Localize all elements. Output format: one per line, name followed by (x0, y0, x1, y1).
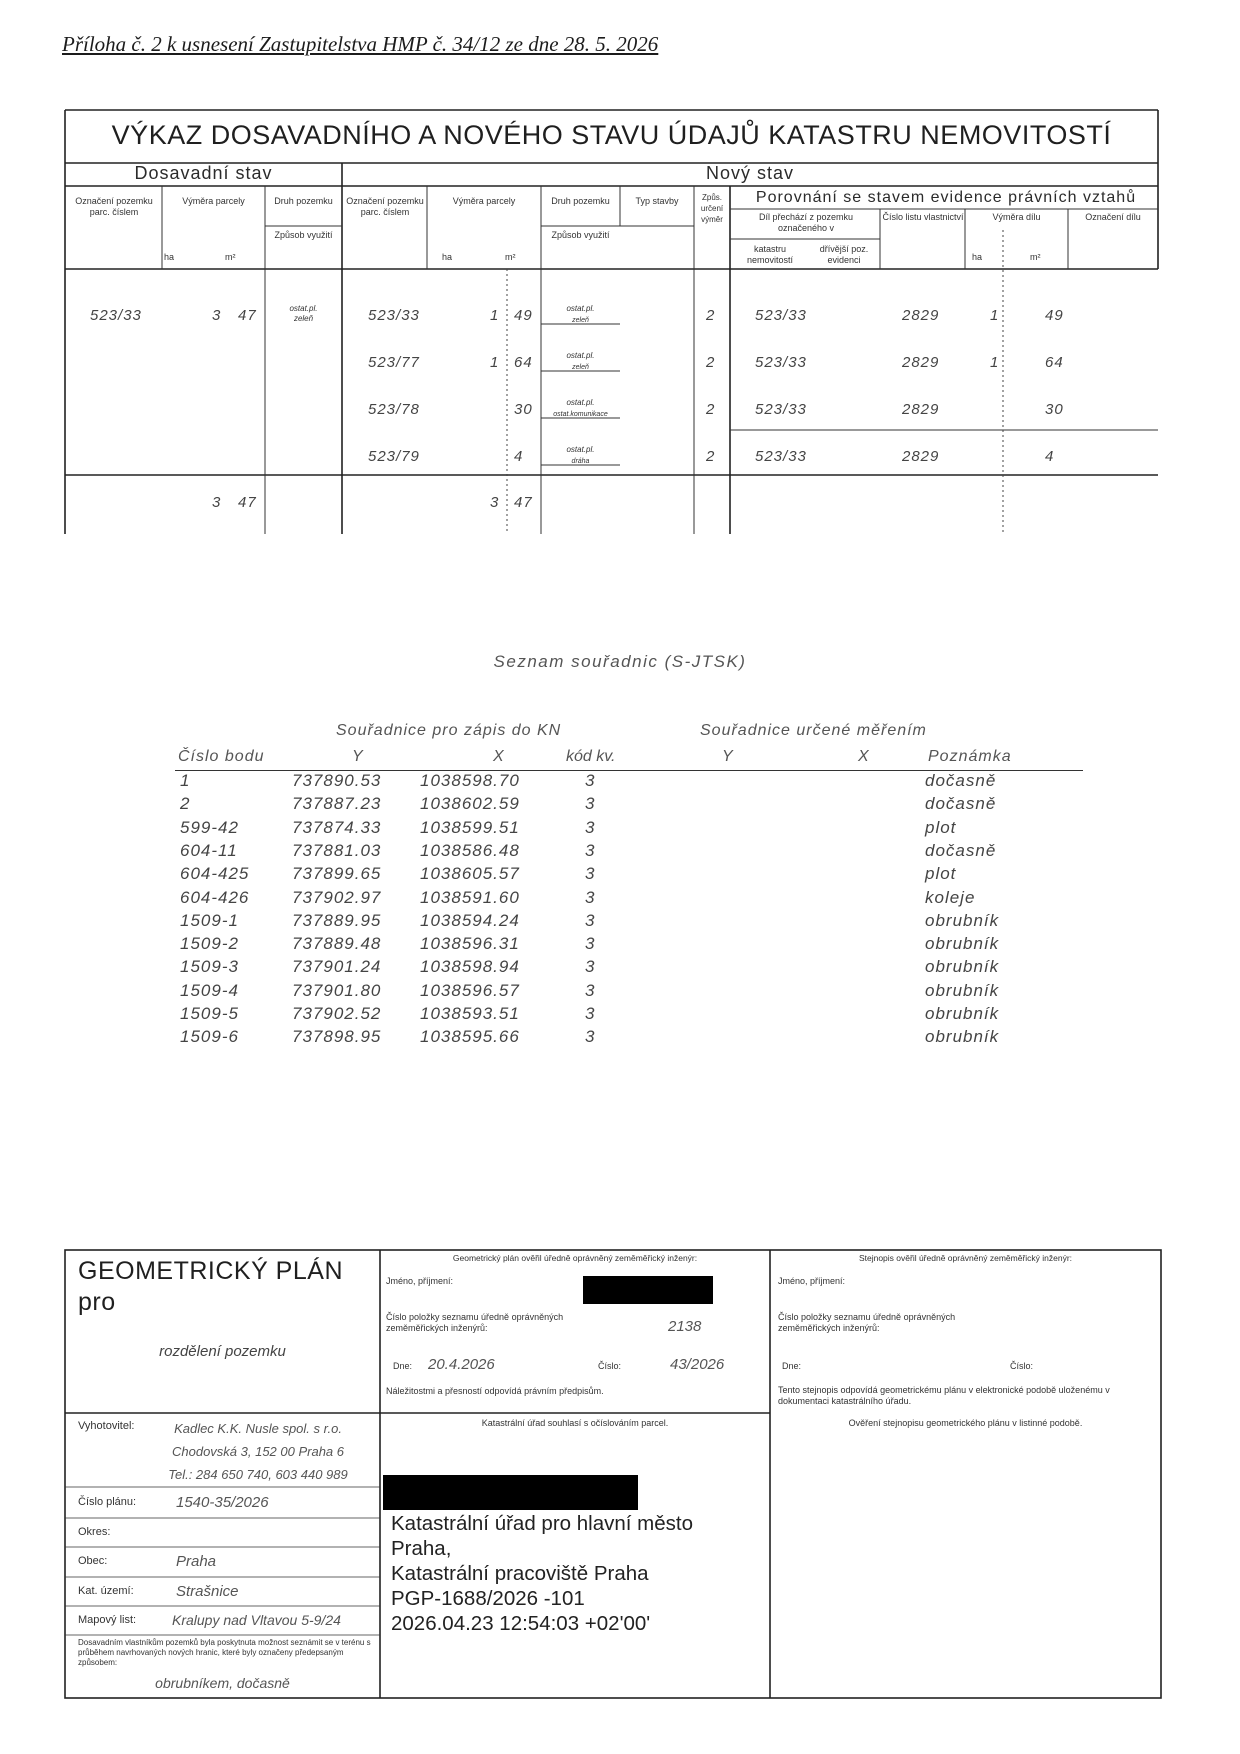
new-parcel-vyuziti: zeleň (572, 364, 589, 371)
coord-poznamka: dočasně (925, 771, 997, 790)
new-parcel-druh: ostat.pl. (566, 398, 595, 407)
new-parcel-druh: ostat.pl. (566, 304, 595, 313)
new-parcel-lv: 2829 (902, 354, 940, 371)
header-katastru: katastru nemovitostí (746, 244, 794, 265)
new-parcel-dil-z: 523/33 (755, 354, 807, 371)
dosavadni-stav-heading: Dosavadní stav (134, 163, 273, 183)
new-parcel-dil-m2: 30 (1045, 401, 1064, 418)
new-parcel-m2: 64 (514, 354, 533, 371)
coord-y: 737889.95 (292, 910, 382, 930)
vyhotovitel-details (140, 1417, 376, 1486)
coord-kod: 3 (585, 1004, 596, 1023)
katastr-line-4: PGP-1688/2026 -101 (391, 1587, 585, 1610)
new-parcel-lv: 2829 (902, 401, 940, 418)
coord-x: 1038596.31 (420, 934, 520, 954)
mapovy-list-value: Kralupy nad Vltavou 5-9/24 (172, 1612, 341, 1628)
obec-label: Obec: (78, 1555, 108, 1567)
ku-value: Strašnice (176, 1583, 239, 1600)
katastr-stamp (391, 1511, 693, 1636)
coord-x: 1038595.66 (420, 1027, 520, 1047)
new-parcel-zpusob: 2 (706, 307, 716, 324)
attachment-note: Příloha č. 2 k usnesení Zastupitelstva HMP č. 34/12 ze dne 28. 5. 2026 (62, 32, 659, 56)
coord-kod: 3 (585, 910, 596, 930)
coord-y: 737890.53 (292, 771, 382, 790)
col-y-mereni: Y (722, 748, 733, 765)
coords-row (150, 981, 1090, 1005)
new-parcel-vyuziti: zeleň (572, 317, 589, 324)
new-parcel-dil-z: 523/33 (755, 307, 807, 324)
coords-row (150, 911, 1090, 935)
new-parcel-druh: ostat.pl. (566, 445, 595, 454)
old-parcel-druh: ostat.pl. (289, 304, 318, 313)
dne2-label: Dne: (782, 1361, 802, 1371)
coord-y: 737874.33 (292, 817, 382, 837)
header-vymera-old: Výměra parcely (182, 196, 245, 206)
coords-group-mereni: Souřadnice určené měřením (700, 722, 927, 739)
unit-m2-old: m² (225, 252, 236, 262)
cislo-value: 43/2026 (670, 1356, 725, 1373)
coord-kod: 3 (585, 771, 596, 790)
coord-kod: 3 (585, 887, 596, 907)
coord-poznamka: obrubník (925, 1004, 1000, 1023)
coord-bod: 1509-3 (180, 957, 239, 977)
new-parcel-dil-m2: 49 (1045, 307, 1064, 324)
new-parcel-vyuziti: dráha (571, 458, 590, 465)
coord-y: 737901.24 (292, 957, 382, 977)
coord-x: 1038598.70 (420, 771, 520, 790)
stejnopis-text: Tento stejnopis odpovídá geometrickému plánu v elektronické podobě uloženému v dokumentaci katastrálního úřadu. (778, 1385, 1110, 1406)
katastr-line-1: Katastrální úřad pro hlavní město (391, 1512, 693, 1535)
header-vyuziti-new: Způsob využití (551, 230, 610, 240)
old-parcel-ha: 3 (212, 307, 222, 324)
header-druh-new: Druh pozemku (551, 196, 610, 206)
katastr-line-5: 2026.04.23 12:54:03 +02'00' (391, 1612, 651, 1635)
ku-label: Kat. území: (78, 1585, 134, 1597)
total-old-m2: 47 (238, 494, 257, 511)
new-parcel-zpusob: 2 (706, 401, 716, 418)
novy-stav-heading: Nový stav (705, 163, 795, 183)
unit-m2-dil: m² (1030, 252, 1041, 262)
new-parcel-number: 523/33 (368, 307, 420, 324)
new-parcel-m2: 49 (514, 307, 533, 324)
header-zpusob-urceni: Způs. určení výměr (700, 193, 724, 224)
okres-label: Okres: (78, 1526, 111, 1538)
coord-y: 737899.65 (292, 864, 382, 884)
new-parcel-number: 523/78 (368, 401, 420, 418)
coords-row (150, 864, 1090, 888)
header-drivejsi: dřívější poz. evidenci (819, 244, 869, 265)
vyhotovitel-line-1: Kadlec K.K. Nusle spol. s r.o. (174, 1421, 342, 1436)
coords-row (150, 888, 1090, 912)
coord-poznamka: obrubník (925, 934, 1000, 954)
header-druh-old: Druh pozemku (274, 196, 333, 206)
coords-row (150, 934, 1090, 958)
coord-bod: 1509-2 (180, 934, 239, 954)
new-parcel-ha: 1 (490, 307, 500, 324)
coords-row (150, 771, 1090, 795)
header-oznaceni-dilu: Označení dílu (1085, 212, 1141, 222)
stejnopis-heading: Stejnopis ověřil úředně oprávněný zeměměřický inženýr: (858, 1253, 1073, 1263)
coords-row (150, 841, 1090, 865)
overeni-text: Ověření stejnopisu geometrického plánu v listinné podobě. (848, 1418, 1083, 1428)
katastr-heading: Katastrální úřad souhlasí s očíslováním parcel. (481, 1418, 669, 1428)
vykaz-title: VÝKAZ DOSAVADNÍHO A NOVÉHO STAVU ÚDAJŮ KATASTRU NEMOVITOSTÍ (111, 120, 1112, 150)
total-new-m2: 47 (514, 494, 533, 511)
coord-x: 1038598.94 (420, 957, 520, 977)
coord-bod: 604-11 (180, 840, 238, 860)
col-x-mereni: X (858, 748, 869, 765)
cislo-seznamu-label: Číslo položky seznamu úředně oprávněných zeměměřických inženýrů: (386, 1312, 564, 1333)
new-parcel-ha: 1 (490, 354, 500, 371)
plan-purpose: rozdělení pozemku (159, 1343, 286, 1360)
porovnani-heading: Porovnání se stavem evidence právních vztahů (755, 189, 1137, 206)
new-parcel-m2: 30 (514, 401, 533, 418)
plan-title-line1: GEOMETRICKÝ PLÁN (78, 1257, 343, 1285)
coord-poznamka: obrubník (925, 957, 1000, 977)
coord-bod: 2 (180, 794, 191, 814)
header-vymera-dilu: Výměra dílu (992, 212, 1041, 222)
coord-x: 1038594.24 (420, 910, 520, 930)
coords-row (150, 1027, 1090, 1051)
plan-title (78, 1256, 343, 1318)
coords-group-kn: Souřadnice pro zápis do KN (336, 722, 562, 739)
new-parcel-m2: 4 (514, 448, 524, 465)
new-parcel-lv: 2829 (902, 307, 940, 324)
old-parcel-m2: 47 (238, 307, 257, 324)
coord-y: 737887.23 (292, 794, 382, 814)
total-old-ha: 3 (212, 494, 222, 511)
unit-ha-old: ha (164, 252, 175, 262)
cislo-planu-label: Číslo plánu: (78, 1496, 137, 1508)
header-vyuziti-old: Způsob využití (274, 230, 333, 240)
new-parcel-dil-ha: 1 (990, 354, 1000, 371)
cislo2-label: Číslo položky seznamu úředně oprávněných zeměměřických inženýrů: (778, 1312, 956, 1333)
mapovy-list-label: Mapový list: (78, 1614, 137, 1626)
coords-title: Seznam souřadnic (S-JTSK) (493, 652, 747, 671)
new-parcel-number: 523/77 (368, 354, 420, 371)
new-parcel-dil-z: 523/33 (755, 448, 807, 465)
coord-poznamka: plot (925, 864, 957, 884)
coord-y: 737889.48 (292, 934, 382, 954)
jmeno2-label: Jméno, příjmení: (778, 1276, 846, 1286)
coord-kod: 3 (585, 1027, 596, 1047)
coord-poznamka: obrubník (925, 910, 1000, 930)
vyhotovitel-line-2: Chodovská 3, 152 00 Praha 6 (171, 1444, 344, 1459)
obec-value: Praha (176, 1553, 217, 1570)
footnote-text: Dosavadním vlastníkům pozemků byla poskytnuta možnost seznámit se v terénu s průběhem navrhovaných nových hranic, které byly označeny předepsaným způsobem: (78, 1638, 371, 1667)
coord-x: 1038586.48 (420, 840, 520, 860)
coord-poznamka: koleje (925, 887, 976, 907)
plan-title-line2: pro (78, 1288, 116, 1316)
coords-row (150, 1004, 1090, 1028)
total-new-ha: 3 (490, 494, 500, 511)
cislo-seznamu-value: 2138 (668, 1318, 702, 1335)
new-parcel-zpusob: 2 (706, 354, 716, 371)
jmeno-label: Jméno, příjmení: (386, 1276, 454, 1286)
coord-y: 737898.95 (292, 1027, 382, 1047)
col-kod: kód kv. (566, 748, 616, 765)
coord-bod: 1509-5 (180, 1004, 239, 1023)
col-cislo-bodu: Číslo bodu (178, 748, 265, 765)
coord-poznamka: obrubník (925, 980, 1000, 1000)
coord-poznamka: plot (925, 817, 957, 837)
coord-bod: 599-42 (180, 817, 239, 837)
coord-y: 737881.03 (292, 840, 382, 860)
cislo2-label-b: Číslo: (1010, 1361, 1034, 1371)
col-x: X (493, 748, 504, 765)
footnote-value: obrubníkem, dočasně (155, 1675, 290, 1691)
new-parcel-number: 523/79 (368, 448, 420, 465)
nalezitosti-text: Náležitostmi a přesností odpovídá právním předpisům. (386, 1386, 604, 1396)
coord-bod: 604-426 (180, 887, 250, 907)
new-parcel-druh: ostat.pl. (566, 351, 595, 360)
vyhotovitel-label: Vyhotovitel: (78, 1420, 135, 1432)
col-y: Y (352, 748, 363, 765)
old-parcel-number: 523/33 (90, 307, 142, 324)
unit-ha-new: ha (442, 252, 453, 262)
katastr-line-2: Praha, (391, 1537, 452, 1560)
dne-label: Dne: (393, 1361, 413, 1371)
vyhotovitel-line-3: Tel.: 284 650 740, 603 440 989 (168, 1467, 348, 1482)
coord-x: 1038599.51 (420, 817, 520, 837)
overil-heading: Geometrický plán ověřil úředně oprávněný zeměměřický inženýr: (452, 1253, 698, 1263)
coord-poznamka: dočasně (925, 794, 997, 814)
new-parcel-lv: 2829 (902, 448, 940, 465)
coord-x: 1038591.60 (420, 887, 520, 907)
coord-bod: 1509-4 (180, 980, 239, 1000)
coord-bod: 1509-1 (180, 910, 239, 930)
coord-kod: 3 (585, 957, 596, 977)
new-parcel-dil-ha: 1 (990, 307, 1000, 324)
redacted-name-2 (383, 1475, 638, 1510)
cislo-planu-value: 1540-35/2026 (176, 1494, 269, 1511)
coord-poznamka: dočasně (925, 840, 997, 860)
coord-kod: 3 (585, 864, 596, 884)
coord-kod: 3 (585, 934, 596, 954)
katastr-line-3: Katastrální pracoviště Praha (391, 1562, 649, 1585)
coord-kod: 3 (585, 794, 596, 814)
coord-kod: 3 (585, 817, 596, 837)
new-parcel-zpusob: 2 (706, 448, 716, 465)
cislo-label: Číslo: (598, 1361, 622, 1371)
col-poznamka: Poznámka (928, 748, 1012, 765)
header-oznaceni-new: Označení pozemku parc. číslem (346, 196, 424, 217)
redacted-name-1 (583, 1276, 713, 1304)
coord-bod: 1 (180, 771, 191, 790)
unit-m2-new: m² (505, 252, 516, 262)
header-vymera-new: Výměra parcely (452, 196, 516, 206)
new-parcel-dil-m2: 4 (1045, 448, 1055, 465)
coord-y: 737902.52 (292, 1004, 382, 1023)
new-parcel-dil-m2: 64 (1045, 354, 1064, 371)
coords-row (150, 794, 1090, 818)
coord-kod: 3 (585, 840, 596, 860)
coord-x: 1038605.57 (420, 864, 520, 884)
new-parcel-vyuziti: ostat.komunikace (553, 411, 608, 418)
header-lv: Číslo listu vlastnictví (882, 212, 964, 222)
coords-row (150, 818, 1090, 842)
coord-kod: 3 (585, 980, 596, 1000)
old-parcel-vyuziti: zeleň (293, 314, 314, 323)
coord-x: 1038593.51 (420, 1004, 520, 1023)
coord-x: 1038602.59 (420, 794, 520, 814)
coord-y: 737901.80 (292, 980, 382, 1000)
coord-bod: 1509-6 (180, 1027, 239, 1047)
header-oznaceni-old: Označení pozemku parc. číslem (75, 196, 153, 217)
coords-row (150, 957, 1090, 981)
coord-poznamka: obrubník (925, 1027, 1000, 1047)
unit-ha-dil: ha (972, 252, 983, 262)
new-parcel-dil-z: 523/33 (755, 401, 807, 418)
coord-bod: 604-425 (180, 864, 250, 884)
header-dil-prechazi: Díl přechází z pozemku označeného v (758, 212, 854, 233)
coord-y: 737902.97 (292, 887, 382, 907)
header-typ-stavby: Typ stavby (635, 196, 679, 206)
coord-x: 1038596.57 (420, 980, 520, 1000)
dne-value: 20.4.2026 (428, 1356, 495, 1373)
